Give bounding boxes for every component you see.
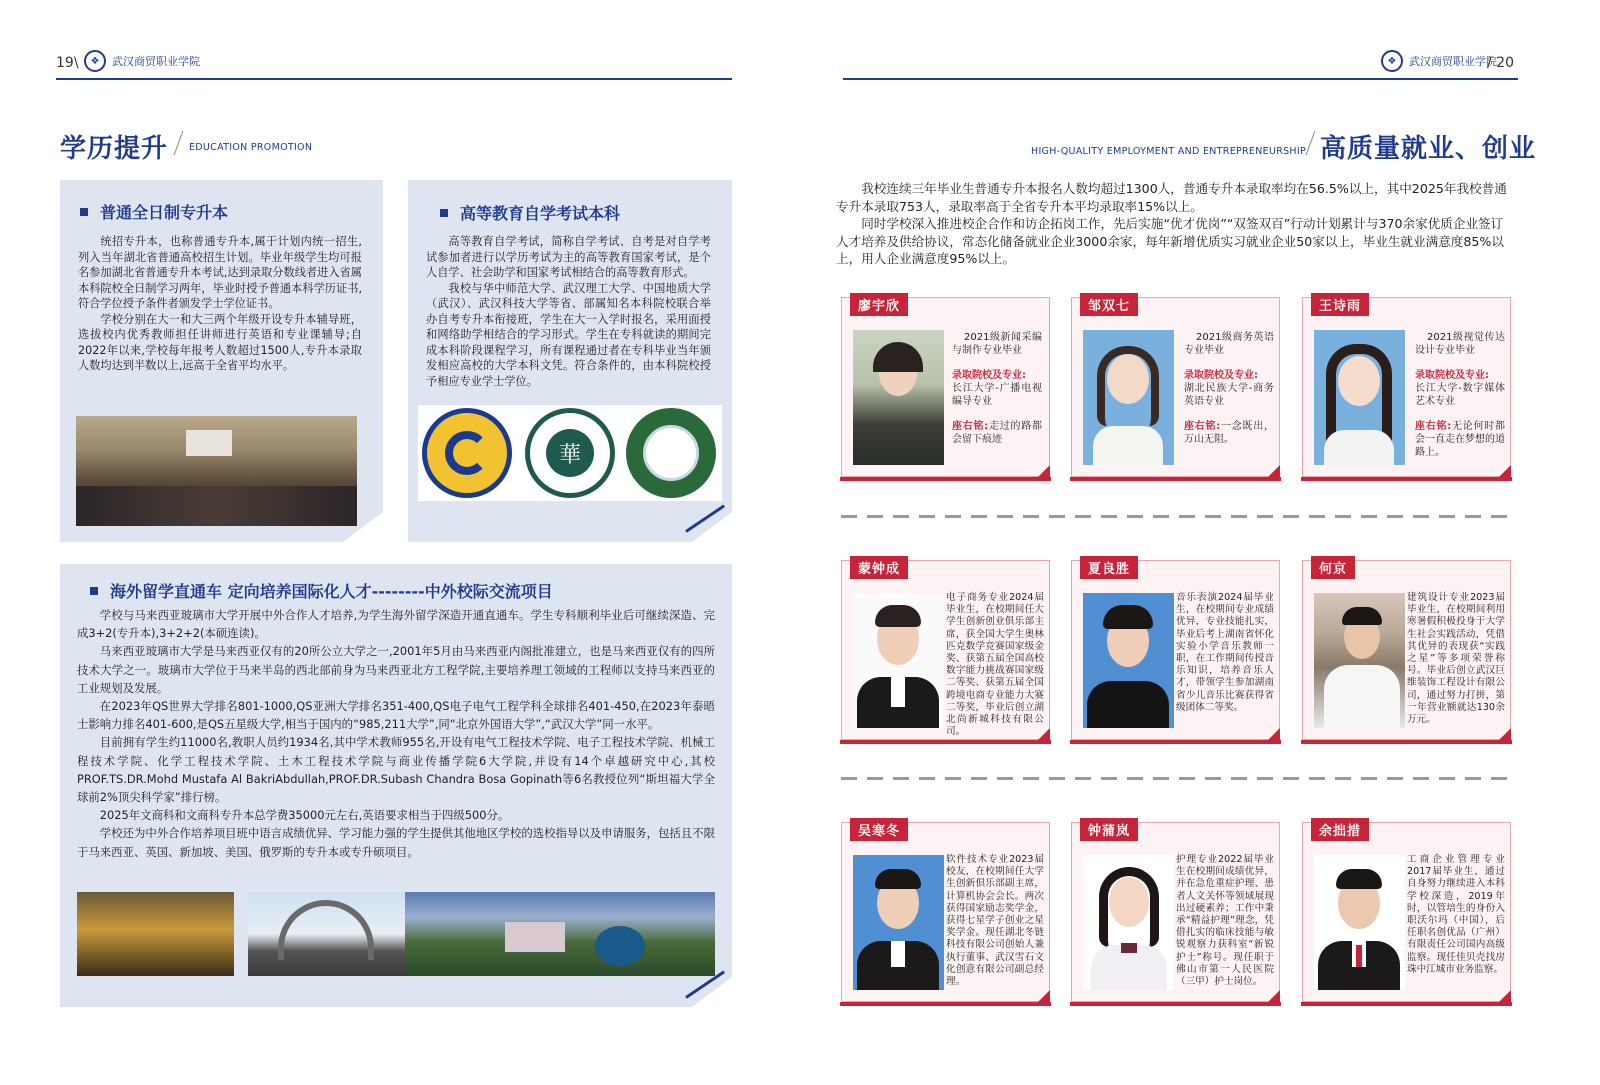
page-curl-decoration [692,512,732,542]
school-logo-icon: ❖ [84,50,106,72]
student-name-tag: 余拙措 [1311,818,1369,841]
paragraph: 学校与马来西亚玻璃市大学开展中外合作人才培养,为学生海外留学深造开通直通车。学生专科顺利毕业后可继续深造、完成3+2(专升本),3+2+2(本硕连读)。 [77,608,715,641]
student-desc: 软件技术专业2023届校友，在校期间任大学生创新俱乐部副主席，计算机协会会长。两次获得国家励志奖学金，获得七星学子创业之星奖学金。现任湖北冬链科技有限公司创始人兼执行董事、武汉雪石文化创意有限公司副总经理。 [946,854,1044,988]
student-info [952,331,1042,446]
university-emblem-icon: 華 [525,408,615,498]
card-underline [840,477,1051,481]
campus-lobby-photo [77,892,234,976]
admit-label: 录取院校及专业: [952,370,1026,381]
bullet-square-icon [90,587,98,595]
student-grade: 2021级商务英语专业毕业 [1184,332,1274,356]
paragraph: 统招专升本，也称普通专升本,属于计划内统一招生,列入当年湖北省普通高校招生计划。毕业年级学生均可报名参加湖北省普通专升本考试,达到录取分数线者进入省属本科院校全日制学习两年，毕业时授予普通本科学历证书,符合学位授予条件者颁发学士学位证书。 [78,235,362,310]
panel-heading [80,200,228,223]
campus-gate-photo [248,892,405,976]
card-corner [1038,990,1050,1002]
panel-self-study-exam [408,180,732,542]
left-header-rule [56,78,732,80]
student-name-tag: 何京 [1311,556,1355,579]
card-underline [1301,740,1512,744]
student-info [1415,331,1505,459]
paragraph: 2025年文商科和文商科专升本总学费35000元左右,英语要求相当于四级500分。 [99,808,510,823]
left-header-logo [84,50,200,72]
student-desc: 音乐表演2024届毕业生，在校期间专业成绩优异，专业技能扎实，毕业后考上湖南省怀化实验小学音乐教师一职，在工作期间传授音乐知识，培养音乐人才，带领学生参加湖南省少儿音乐比赛获得省级团体二等奖。 [1176,592,1274,713]
right-header-rule [843,78,1518,80]
student-name-tag: 夏良胜 [1080,556,1138,579]
student-card [1071,822,1280,1002]
admit-label: 录取院校及专业: [1184,370,1258,381]
section-subtitle-employment: HIGH-QUALITY EMPLOYMENT AND ENTREPRENEURSHIP [1031,146,1307,157]
student-photo [1083,593,1174,728]
panel-fulltime-upgrade [60,180,383,542]
card-underline [1301,477,1512,481]
student-name-tag: 廖宇欣 [850,293,908,316]
admit-school: 湖北民族大学-商务英语专业 [1184,383,1274,407]
university-emblem-icon [422,408,512,498]
left-page-number: 19\ [56,55,79,71]
section-subtitle-education: EDUCATION PROMOTION [189,142,313,153]
school-name: 武汉商贸职业学院 [1409,54,1497,68]
employment-intro [836,180,1512,268]
panel-title-text: 高等教育自学考试本科 [460,204,621,223]
card-corner [1268,728,1280,740]
motto-label: 座右铭: [952,421,989,432]
right-header-logo [1381,50,1497,72]
motto-text: 走过的路都会留下痕迹 [952,421,1042,445]
student-photo [853,593,944,728]
student-photo [853,330,944,465]
student-card [841,560,1050,740]
bullet-square-icon [80,208,88,216]
student-photo [1314,330,1405,465]
student-name-tag: 邹双七 [1080,293,1138,316]
paragraph: 我校与华中师范大学、武汉理工大学、中国地质大学（武汉）、武汉科技大学等省、部属知名本科院校联合举办自考专升本衔接班，学生在大一入学时报名，采用面授和网络助学相结合的学习形式。学生在专科就读的期间完成本科阶段课程学习，所有课程通过者在专科毕业当年颁发相应高校的大学本科文凭。符合条件的，由本科院校授予相应专业学士学位。 [426,281,711,388]
card-corner [1499,728,1511,740]
campus-aerial-photo [405,892,715,976]
paragraph: 高等教育自学考试，简称自学考试、自考是对自学考试参加者进行以学历考试为主的高等教育国家考试，是个人自学、社会助学和国家考试相结合的高等教育形式。 [426,235,711,279]
emblem-strip [418,405,722,501]
motto-label: 座右铭: [1184,421,1221,432]
admit-school: 长江大学-数字媒体艺术专业 [1415,383,1505,407]
motto-text: 无论何时都会一直走在梦想的道路上。 [1415,421,1505,458]
student-photo [1083,855,1174,990]
admit-label: 录取院校及专业: [1415,370,1489,381]
panel-body-text [77,606,715,861]
student-card [1071,560,1280,740]
student-grade: 2021级新闻采编与制作专业毕业 [952,332,1042,356]
paragraph: 同时学校深入推进校企合作和访企拓岗工作，先后实施“优才优岗”“双签双百”行动计划累计与370余家优质企业签订人才培养及供给协议，常态化储备就业企业3000余家，每年新增优质实习就业企业50家以上，毕业生就业满意度85%以上，用人企业满意度95%以上。 [836,216,1504,266]
paragraph: 在2023年QS世界大学排名801-1000,QS亚洲大学排名351-400,QS电子电气工程学科全球排名401-450,在2023年泰晤士影响力排名401-600,是QS五星级大学,相当于国内的“985,211大学”,同“北京外国语大学”,“武汉大学”同一水平。 [77,699,715,732]
student-card [1302,822,1511,1002]
university-emblem-icon [626,408,716,498]
student-photo [1314,593,1405,728]
panel-title-text: 海外留学直通车 定向培养国际化人才--------中外校际交流项目 [110,582,553,601]
bullet-square-icon [440,209,448,217]
student-name-tag: 吴寒冬 [850,818,908,841]
card-corner [1268,990,1280,1002]
card-corner [1268,465,1280,477]
panel-body-text [426,234,711,389]
student-photo [853,855,944,990]
right-page-number: / 20 [1487,55,1514,71]
student-card [1071,297,1280,477]
panel-heading [440,201,620,224]
student-card [1302,560,1511,740]
student-name-tag: 钟蒲岚 [1080,818,1138,841]
card-underline [1301,1002,1512,1006]
paragraph: 我校连续三年毕业生普通专升本报名人数均超过1300人，普通专升本录取率均在56.5%以上，其中2025年我校普通专升本录取753人，录取率高于全省专升本平均录取率15%以上。 [836,181,1507,214]
card-underline [1070,1002,1281,1006]
card-underline [840,1002,1051,1006]
card-underline [840,740,1051,744]
student-desc: 电子商务专业2024届毕业生，在校期间任大学生创新创业俱乐部主席，获全国大学生奥林匹克数学竞赛国家级金奖、获第五届全国高校数字能力挑战赛国家级二等奖、获第五届全国跨境电商专业能力大赛二等奖，毕业后创立湖北尚新城科技有限公司。 [946,592,1044,738]
section-title-education: 学历提升 [60,134,169,164]
student-desc: 护理专业2022届毕业生在校期间成绩优异，并在急危重症护理、患者人文关怀等领域展现出过硬素养；工作中秉承“精益护理”理念，凭借扎实的临床技能与敏锐观察力获科室“新锐护士”称号。现任职于佛山市第一人民医院（三甲）护士岗位。 [1176,854,1274,988]
page-curl-decoration [343,512,383,542]
student-name-tag: 王诗雨 [1311,293,1369,316]
panel-overseas-study [60,564,732,1007]
card-corner [1038,465,1050,477]
paragraph: 目前拥有学生约11000名,教职人员约1934名,其中学术教师955名,开设有电气工程技术学院、电子工程技术学院、机械工程技术学院、化学工程技术学院、土木工程技术学院与商业传播学院6大学院,并设有14个卓越研究中心,其校PROF.TS.DR.Mohd Mustafa Al BakriAbdullah,PROF.DR.Subash Chandra Bosa Gopinath等6名教授位列“斯坦福大学全球前2%顶尖科学家”排行榜。 [77,735,715,805]
card-corner [1499,990,1511,1002]
student-photo [1083,330,1174,465]
paragraph: 学校分别在大一和大三两个年级开设专升本辅导班，选拔校内优秀教师担任讲师进行英语和专业课辅导;自2022年以来,学校每年报考人数超过1500人,专升本录取人数均达到半数以上,远高于全省平均水平。 [78,312,362,372]
student-grade: 2021级视觉传达设计专业毕业 [1415,332,1505,356]
school-logo-icon: ❖ [1381,50,1403,72]
card-underline [1070,477,1281,481]
motto-label: 座右铭: [1415,421,1452,432]
paragraph: 马来西亚玻璃市大学是马来西亚仅有的20所公立大学之一,2001年5月由马来西亚内阁批准建立，也是马来西亚仅有的四所技术大学之一。玻璃市大学位于马来半岛的西北部前身为马来西亚北方工程学院,主要培养理工领域的工程师以支持马来西亚的工业规划及发展。 [77,644,715,695]
row-divider [841,515,1512,518]
card-underline [1070,740,1281,744]
card-corner [1499,465,1511,477]
paragraph: 学校还为中外合作培养项目班中语言成绩优异、学习能力强的学生提供其他地区学校的选校指导以及申请服务，包括且不限于马来西亚、英国、新加坡、美国、俄罗斯的专升本或专升硕项目。 [77,826,715,859]
student-card [1302,297,1511,477]
row-divider [841,777,1512,780]
school-name: 武汉商贸职业学院 [112,54,200,68]
admit-school: 长江大学-广播电视编导专业 [952,383,1042,407]
section-title-employment: 高质量就业、创业 [1320,134,1537,164]
student-card [841,297,1050,477]
classroom-photo [76,416,357,526]
card-corner [1038,728,1050,740]
projector-screen [186,430,232,456]
title-divider [174,131,184,156]
title-divider [1306,131,1316,156]
panel-heading [90,579,553,602]
motto-text: 一念既出，万山无阻。 [1184,421,1274,445]
students-rows [76,486,357,526]
student-name-tag: 蒙钟成 [850,556,908,579]
panel-body-text [78,234,362,374]
student-info [1184,331,1274,446]
student-photo [1314,855,1405,990]
student-desc: 工商企业管理专业2017届毕业生，通过自身努力继续进入本科学校深造，2019年时，以管培生的身份入职沃尔玛（中国），后任职名创优品（广州）有限责任公司国内高级监察。现任佳贝壳找房珠中江城市业务监察。 [1407,854,1505,975]
student-desc: 建筑设计专业2023届毕业生，在校期间利用寒暑假积极投身于大学生社会实践活动，凭借其优异的表现获“实践之星”等多项荣誉称号。毕业后创立武汉巨维装饰工程设计有限公司，通过努力打拼，第一年营业额就达130余万元。 [1407,592,1505,726]
panel-title-text: 普通全日制专升本 [100,203,229,222]
student-card [841,822,1050,1002]
